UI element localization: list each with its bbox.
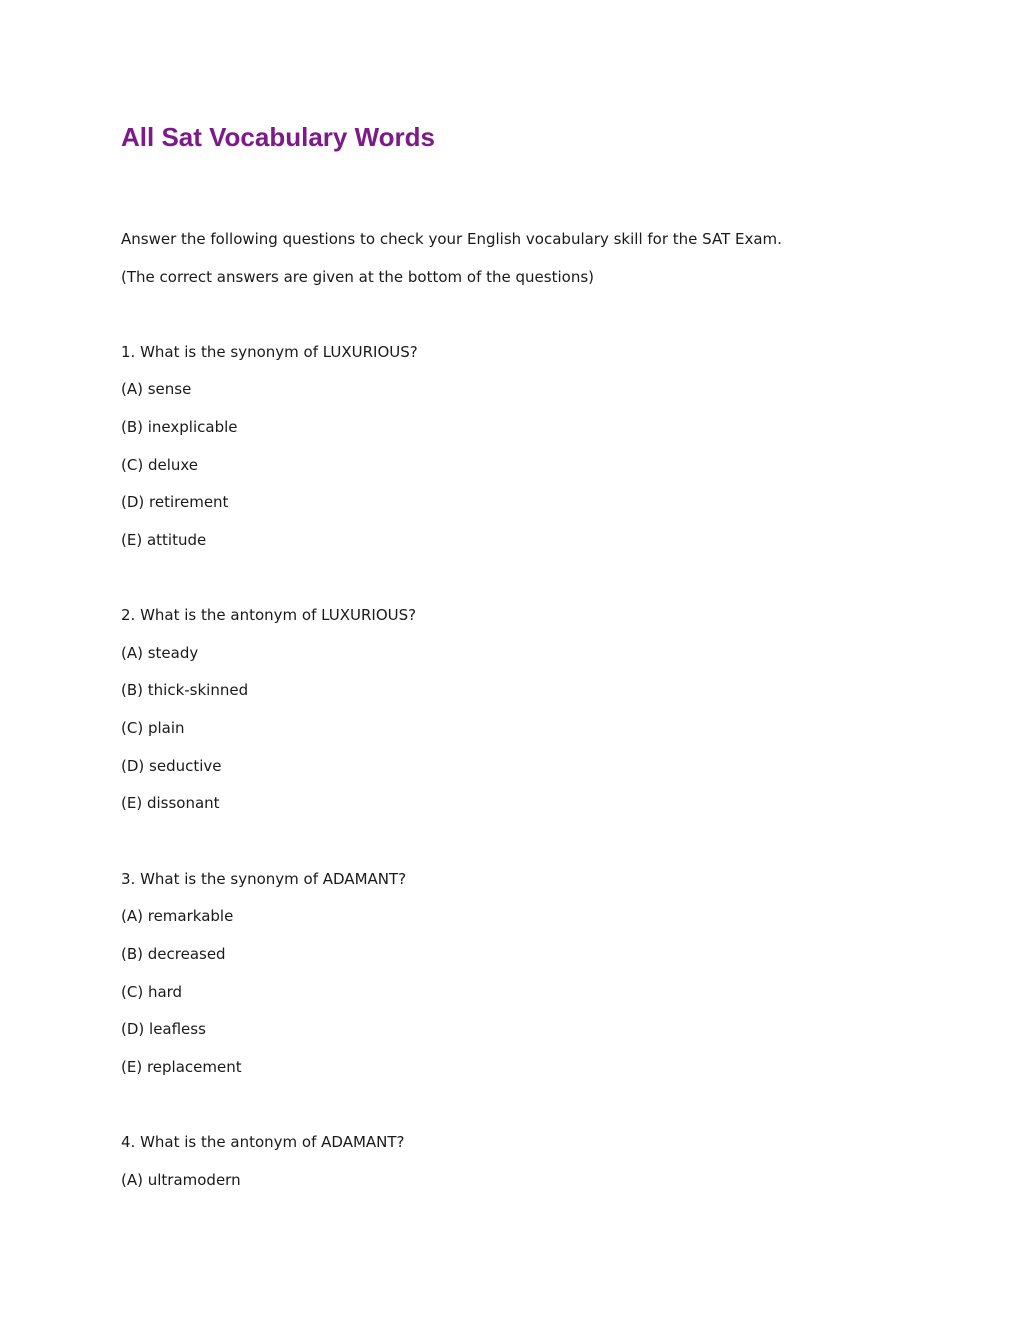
question-1-option-c: (C) deluxe (121, 456, 199, 474)
question-1-option-d: (D) retirement (121, 493, 229, 511)
question-1-prompt: 1. What is the synonym of LUXURIOUS? (121, 343, 418, 361)
question-3-option-e: (E) replacement (121, 1058, 242, 1076)
question-3-prompt: 3. What is the synonym of ADAMANT? (121, 870, 407, 888)
question-1-option-e: (E) attitude (121, 531, 207, 549)
question-1-option-a: (A) sense (121, 380, 192, 398)
question-2-prompt: 2. What is the antonym of LUXURIOUS? (121, 606, 417, 624)
question-4-option-a: (A) ultramodern (121, 1171, 241, 1189)
question-2-option-e: (E) dissonant (121, 794, 220, 812)
question-2-option-b: (B) thick-skinned (121, 681, 249, 699)
question-1-option-b: (B) inexplicable (121, 418, 238, 436)
intro-line-1: Answer the following questions to check your English vocabulary skill for the SAT Exam. (121, 230, 782, 248)
question-3-option-b: (B) decreased (121, 945, 226, 963)
intro-line-2: (The correct answers are given at the bottom of the questions) (121, 268, 594, 286)
question-2-option-a: (A) steady (121, 644, 199, 662)
page-title: All Sat Vocabulary Words (121, 122, 436, 152)
question-3-option-a: (A) remarkable (121, 907, 234, 925)
question-3-option-c: (C) hard (121, 983, 183, 1001)
question-2-option-c: (C) plain (121, 719, 185, 737)
question-3-option-d: (D) leafless (121, 1020, 206, 1038)
question-4-prompt: 4. What is the antonym of ADAMANT? (121, 1133, 405, 1151)
question-2-option-d: (D) seductive (121, 757, 222, 775)
